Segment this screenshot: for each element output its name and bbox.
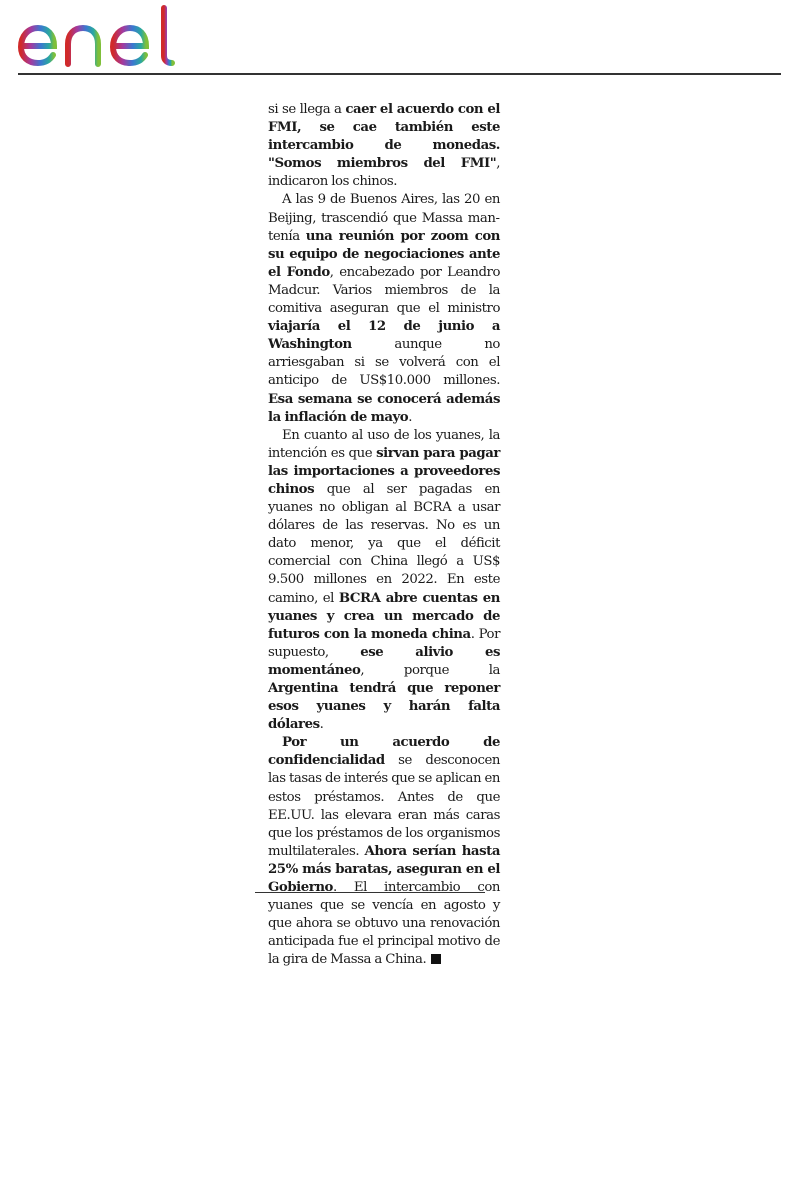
footer-rule [255,892,485,893]
text-run: A las 9 de Buenos Aires, las 20 en Beijing, trascendió que Massa mantenía [268,192,500,244]
bold-text-run: ese alivio es momentáneo [268,644,500,678]
text-run: , encabezado por Leandro Madcur. Varios miembros de la comitiva aseguran que el ministro [268,264,500,317]
text-run: . El intercambio con yuanes que se vencía en agosto y que ahora se obtuvo una renovación anticipada fue el principal motivo de la gira de Massa a China. [268,880,500,968]
header-rule [18,73,781,75]
text-run: que al ser pagadas en yuanes no obligan al BCRA a usar dólares de las reservas. No es un dato menor, ya que el déficit comercial con China llegó a US$ 9.500 millones en 2022. En este camino, el [268,481,500,606]
bold-text-run: sirvan para pagar las importaciones a proveedores chinos [268,445,500,497]
text-run: . Por supuesto, [268,626,501,660]
bold-text-run: Por un acuerdo de confidencialidad [268,735,500,769]
bold-text-run: Esa semana se conocerá además la inflación de mayo [268,391,500,425]
text-run: , indicaron los chinos. [268,156,500,190]
text-run: , porque la [360,662,500,678]
article-paragraph [268,734,500,969]
end-of-article-square-icon [431,954,441,964]
enel-logo [16,4,181,68]
text-run: aunque no arriesgaban si se volverá con el anticipo de US$10.000 millones. [268,337,500,389]
article-paragraph [268,191,500,426]
text-run: . [319,717,324,733]
text-run: se desconocen las tasas de interés que se aplican en estos préstamos. Antes de que EE.UU. las elevara eran más caras que los préstamos de los organismos multilaterales. [268,753,500,859]
article-paragraph [268,101,500,191]
bold-text-run: caer el acuerdo con el FMI, se cae también este intercambio de monedas. "Somos miembros del FMI" [268,102,500,172]
bold-text-run: Ahora serían hasta 25% más baratas, aseguran en el Gobierno [268,843,500,896]
text-run: En cuanto al uso de los yuanes, la intención es que [268,427,500,461]
bold-text-run: BCRA abre cuentas en yuanes y crea un mercado de futuros con la moneda china [268,590,501,642]
bold-text-run: viajaría el 12 de junio a Washington [268,319,500,353]
bold-text-run: una reunión por zoom con su equipo de negociaciones ante el Fondo [268,228,500,280]
bold-text-run: Argentina tendrá que reponer esos yuanes y harán falta dólares [268,681,500,733]
text-run: . [408,409,412,425]
article-paragraph [268,427,500,735]
text-run: si se llega a [268,102,346,117]
article-body [268,101,500,970]
